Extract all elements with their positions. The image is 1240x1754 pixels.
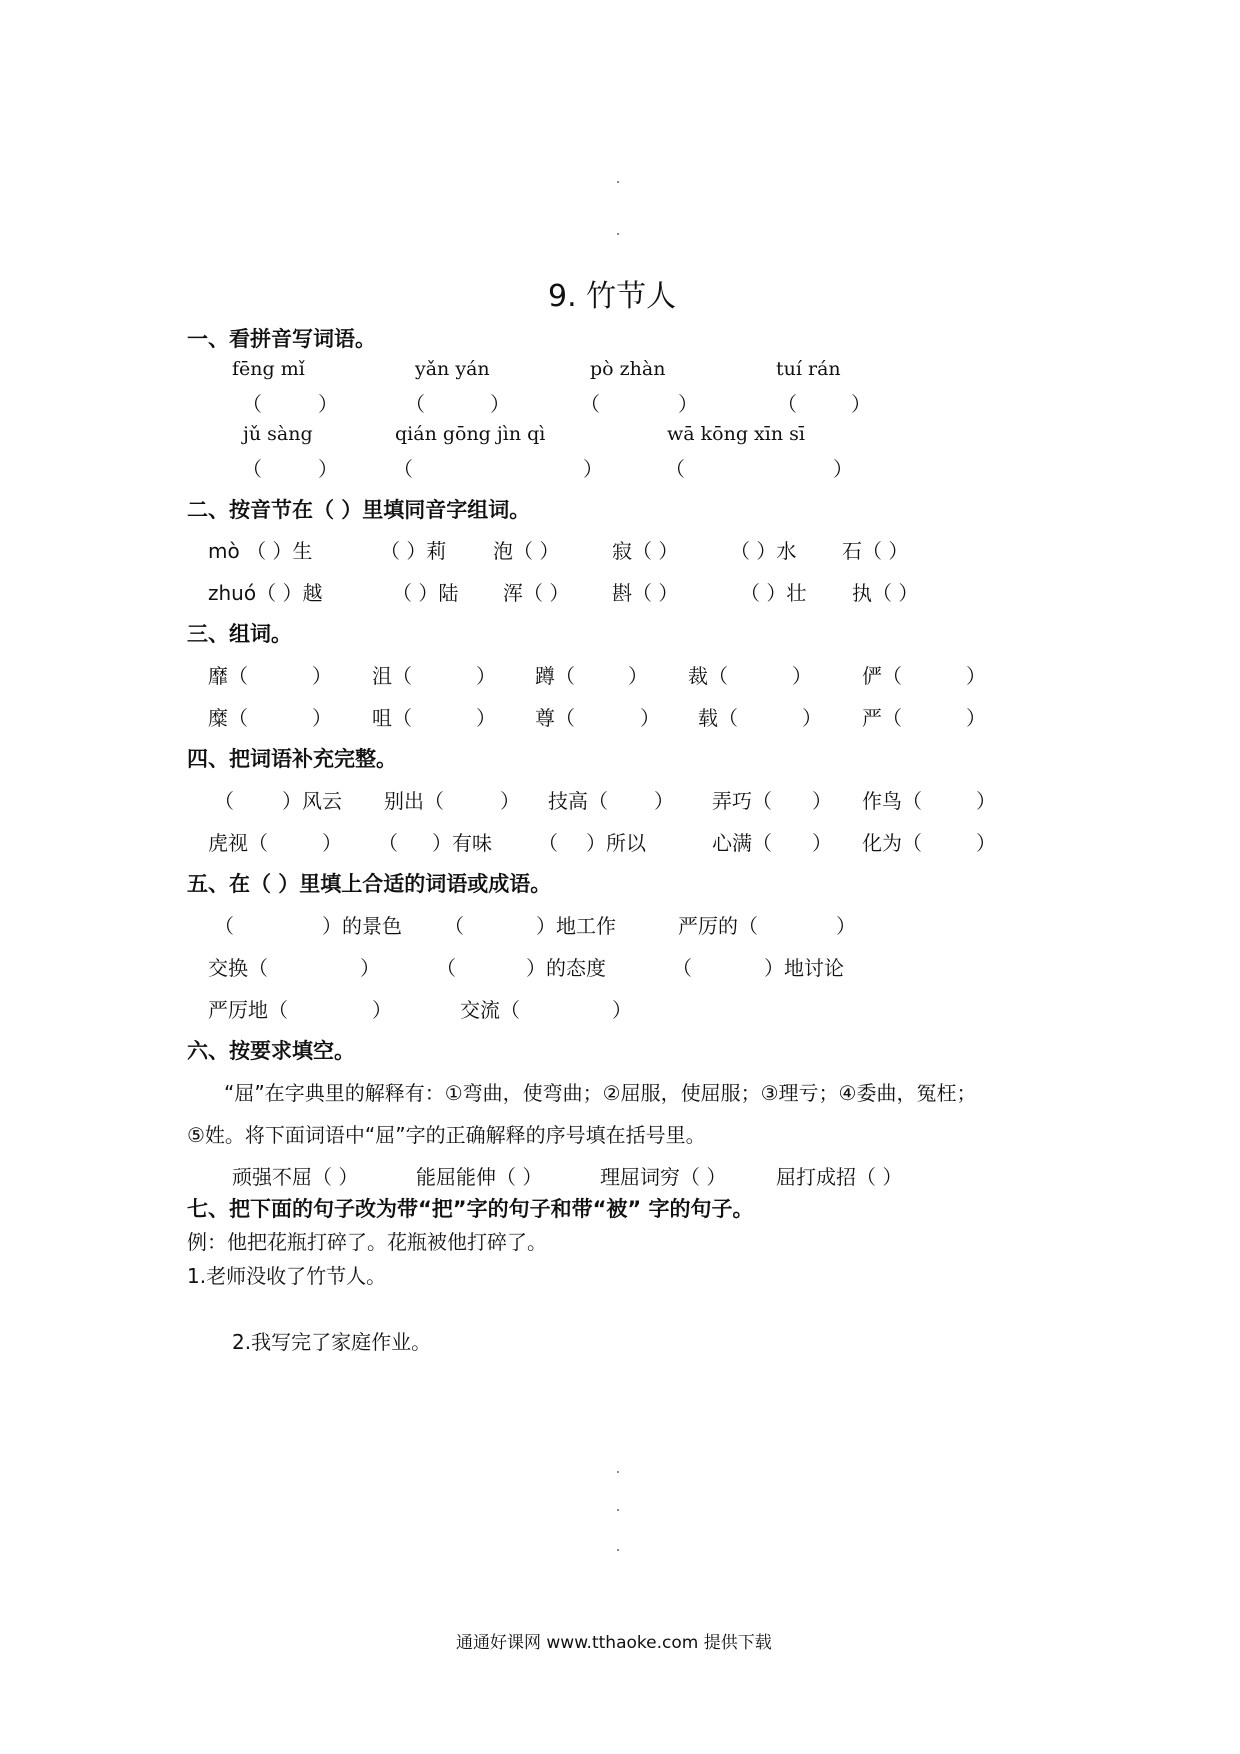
question-sentence: 1.老师没收了竹节人。: [187, 1264, 387, 1288]
idiom-part: 心满（: [712, 831, 772, 855]
idiom-part[interactable]: ）: [976, 789, 996, 813]
decorative-dot: [617, 1549, 619, 1551]
idiom-part: 弄巧（: [712, 789, 772, 813]
meaning-item[interactable]: 能屈能伸（ ）: [416, 1165, 543, 1189]
pinyin-word: wā kōng xīn sī: [667, 423, 805, 445]
homophone-item[interactable]: （ ）壮: [740, 581, 807, 605]
idiom-part[interactable]: （: [214, 789, 234, 813]
idiom-part: 作鸟（: [862, 789, 922, 813]
answer-paren[interactable]: ）: [851, 392, 871, 416]
homophone-item[interactable]: 寂（ ）: [612, 539, 679, 563]
answer-paren[interactable]: ）: [312, 664, 332, 688]
idiom-part: ）有味: [432, 831, 492, 855]
phrase-part: 严厉地（: [208, 998, 288, 1022]
word-item: 糜（: [208, 706, 248, 730]
answer-paren[interactable]: ）: [312, 706, 332, 730]
word-item: 严（: [862, 706, 902, 730]
phrase-part[interactable]: （: [444, 914, 464, 938]
pinyin-word: qián gōng jìn qì: [395, 423, 546, 445]
section-4-heading: 四、把词语补充完整。: [187, 747, 397, 771]
idiom-part: ）所以: [586, 831, 646, 855]
homophone-item[interactable]: 泡（ ）: [493, 539, 560, 563]
phrase-part: 交换（: [208, 956, 268, 980]
answer-paren[interactable]: ）: [476, 664, 496, 688]
answer-paren[interactable]: ）: [640, 706, 660, 730]
answer-paren[interactable]: （: [665, 457, 685, 481]
answer-paren[interactable]: （: [393, 457, 413, 481]
idiom-part[interactable]: （: [378, 831, 398, 855]
answer-paren[interactable]: ）: [802, 706, 822, 730]
phrase-part[interactable]: （: [436, 956, 456, 980]
idiom-part[interactable]: ）: [976, 831, 996, 855]
idiom-part[interactable]: ）: [322, 831, 342, 855]
pinyin-word: yǎn yán: [415, 358, 490, 380]
answer-paren[interactable]: ）: [490, 392, 510, 416]
phrase-part[interactable]: （: [214, 914, 234, 938]
answer-paren[interactable]: ）: [966, 664, 986, 688]
pinyin-word: jǔ sàng: [243, 423, 313, 445]
answer-paren[interactable]: （: [242, 392, 262, 416]
idiom-part[interactable]: （: [538, 831, 558, 855]
question-sentence: 2.我写完了家庭作业。: [232, 1330, 432, 1354]
homophone-item[interactable]: 斟（ ）: [612, 581, 679, 605]
phrase-part[interactable]: （: [672, 956, 692, 980]
idiom-part: ）风云: [282, 789, 342, 813]
decorative-dot: [617, 233, 619, 235]
word-item: 咀（: [372, 706, 412, 730]
idiom-part: 化为（: [862, 831, 922, 855]
section-7-heading: 七、把下面的句子改为带“把”字的句子和带“被” 字的句子。: [187, 1197, 754, 1221]
pinyin-word: fēng mǐ: [232, 358, 305, 380]
meaning-item[interactable]: 理屈词穷（ ）: [600, 1165, 727, 1189]
homophone-item[interactable]: （ ）莉: [380, 539, 447, 563]
example-sentence: 例：他把花瓶打碎了。花瓶被他打碎了。: [187, 1230, 547, 1254]
phrase-part: ）地讨论: [764, 956, 844, 980]
answer-paren[interactable]: ）: [318, 392, 338, 416]
decorative-dot: [617, 1509, 619, 1511]
answer-paren[interactable]: ）: [792, 664, 812, 688]
phrase-part[interactable]: ）: [836, 914, 856, 938]
phrase-part: 交流（: [460, 998, 520, 1022]
word-item: 裁（: [688, 664, 728, 688]
homophone-item[interactable]: 石（ ）: [842, 539, 909, 563]
pinyin-word: tuí rán: [776, 358, 841, 380]
word-item: 尊（: [535, 706, 575, 730]
pinyin-word: pò zhàn: [590, 358, 666, 380]
homophone-item[interactable]: zhuó（ ）越: [208, 581, 323, 605]
answer-paren[interactable]: （: [580, 392, 600, 416]
section-6-heading: 六、按要求填空。: [187, 1039, 355, 1063]
word-item: 蹲（: [535, 664, 575, 688]
phrase-part: ）的态度: [526, 956, 606, 980]
phrase-part[interactable]: ）: [360, 956, 380, 980]
answer-paren[interactable]: ）: [583, 457, 603, 481]
word-item: 载（: [698, 706, 738, 730]
idiom-part[interactable]: ）: [500, 789, 520, 813]
phrase-part: ）地工作: [536, 914, 616, 938]
phrase-part: ）的景色: [322, 914, 402, 938]
idiom-part[interactable]: ）: [812, 789, 832, 813]
instruction-text: ⑤姓。将下面词语中“屈”字的正确解释的序号填在括号里。: [187, 1123, 706, 1147]
answer-paren[interactable]: ）: [318, 457, 338, 481]
meaning-item[interactable]: 顽强不屈（ ）: [232, 1165, 359, 1189]
section-1-heading: 一、看拼音写词语。: [187, 327, 376, 351]
homophone-item[interactable]: 浑（ ）: [503, 581, 570, 605]
idiom-part[interactable]: ）: [654, 789, 674, 813]
idiom-part: 技高（: [548, 789, 608, 813]
word-item: 沮（: [372, 664, 412, 688]
idiom-part: 别出（: [384, 789, 444, 813]
idiom-part[interactable]: ）: [812, 831, 832, 855]
answer-paren[interactable]: （: [242, 457, 262, 481]
homophone-item[interactable]: 执（ ）: [852, 581, 919, 605]
answer-paren[interactable]: ）: [966, 706, 986, 730]
section-3-heading: 三、组词。: [187, 622, 292, 646]
idiom-part: 虎视（: [208, 831, 268, 855]
phrase-part[interactable]: ）: [612, 998, 632, 1022]
answer-paren[interactable]: （: [405, 392, 425, 416]
answer-paren[interactable]: （: [777, 392, 797, 416]
answer-paren[interactable]: ）: [476, 706, 496, 730]
answer-paren[interactable]: ）: [678, 392, 698, 416]
section-2-heading: 二、按音节在（ ）里填同音字组词。: [187, 498, 531, 522]
word-item: 俨（: [862, 664, 902, 688]
section-5-heading: 五、在（ ）里填上合适的词语或成语。: [187, 872, 552, 896]
word-item: 靡（: [208, 664, 248, 688]
phrase-part: 严厉的（: [678, 914, 758, 938]
instruction-text: “屈”在字典里的解释有：①弯曲，使弯曲；②屈服，使屈服；③理亏；④委曲，冤枉；: [224, 1081, 977, 1105]
decorative-dot: [617, 181, 619, 183]
homophone-item[interactable]: （ ）陆: [392, 581, 459, 605]
page-title: 9. 竹节人: [548, 279, 677, 314]
homophone-item[interactable]: （ ）水: [730, 539, 797, 563]
decorative-dot: [617, 1471, 619, 1473]
phrase-part[interactable]: ）: [372, 998, 392, 1022]
meaning-item[interactable]: 屈打成招（ ）: [776, 1165, 903, 1189]
homophone-item[interactable]: mò （ ）生: [208, 539, 313, 563]
answer-paren[interactable]: ）: [628, 664, 648, 688]
footer-text: 通通好课网 www.tthaoke.com 提供下载: [456, 1633, 772, 1653]
answer-paren[interactable]: ）: [833, 457, 853, 481]
